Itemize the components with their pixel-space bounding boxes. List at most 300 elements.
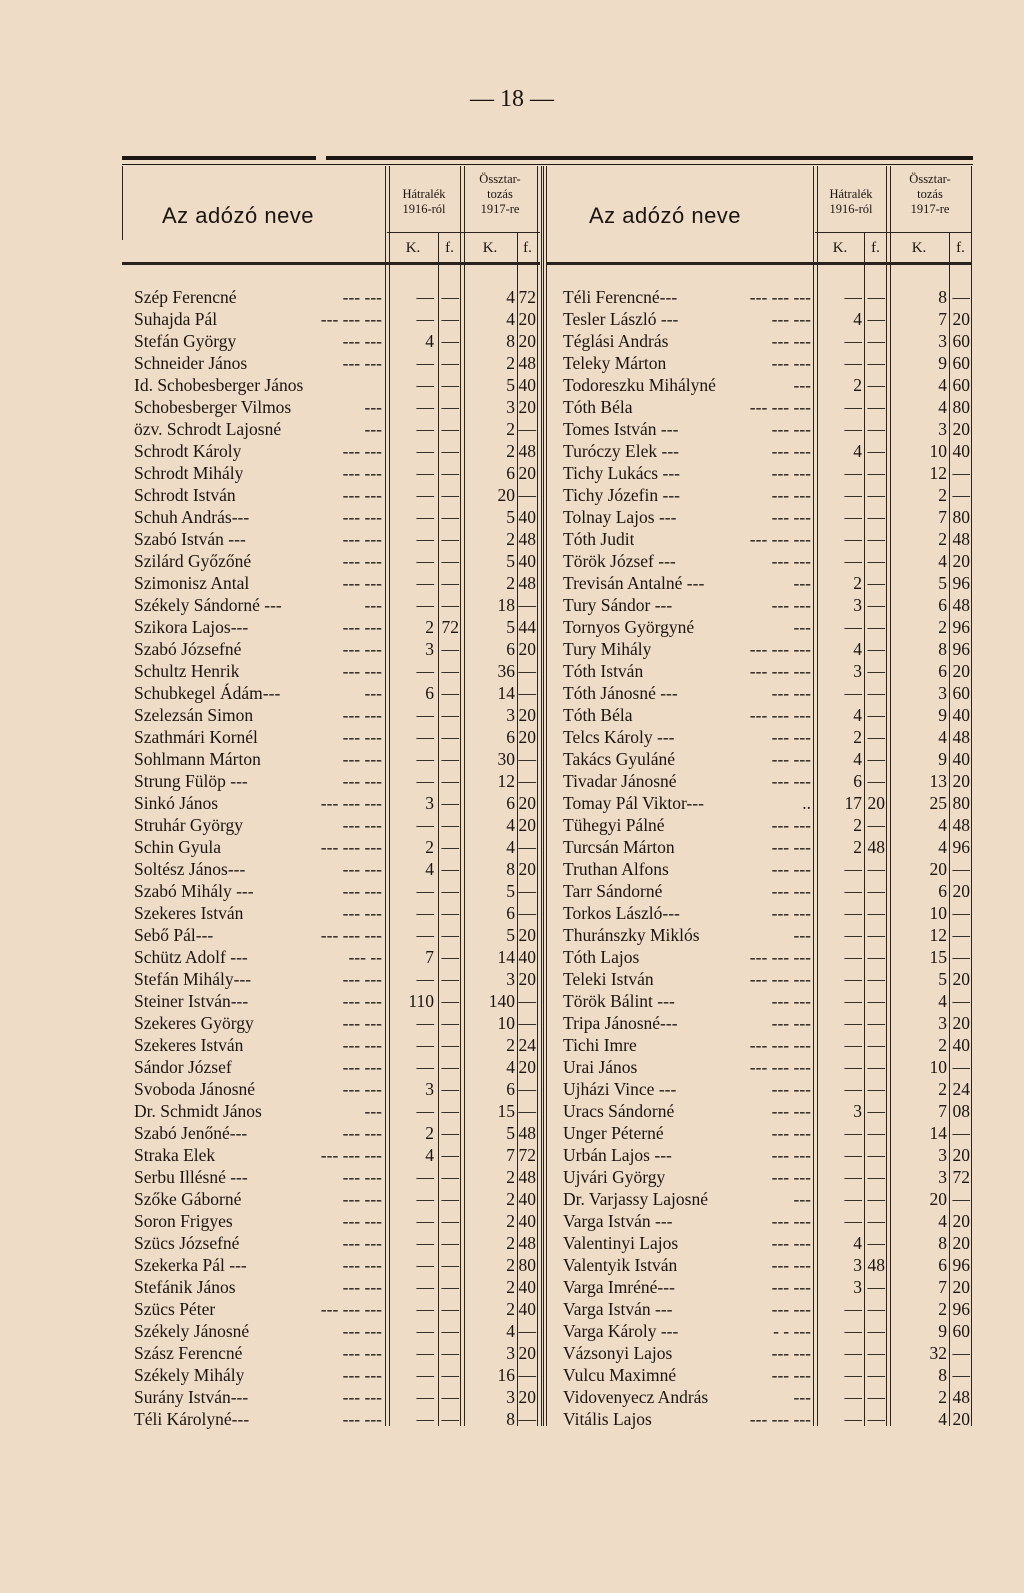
leader-dots: --- --- [342,287,382,307]
total-korona: 3 [506,1387,515,1407]
leader-dots: --- --- [342,705,382,725]
arrears-korona: 4 [425,859,434,879]
left-edge-rule [122,166,123,240]
arrears-filler: — [441,595,459,615]
total-korona: 8 [506,1409,515,1429]
leader-dots: --- --- --- [320,1299,382,1319]
leader-dots: --- --- [342,771,382,791]
total-korona: 14 [497,683,515,703]
leader-dots: --- --- [771,683,811,703]
total-filler: 40 [518,507,536,527]
leader-dots: --- --- [342,1277,382,1297]
total-korona: 4 [506,309,515,329]
arrears-filler: — [867,331,885,351]
table-row [122,1408,542,1430]
arrears-filler: — [441,1365,459,1385]
arrears-filler: — [867,1057,885,1077]
leader-dots: --- --- --- [320,925,382,945]
table-row [122,1298,542,1320]
arrears-filler: — [441,683,459,703]
total-filler: 08 [952,1101,970,1121]
taxpayer-name: Tichy Józefin --- [563,485,680,505]
arrears-korona: — [844,331,862,351]
leader-dots: --- --- --- [320,309,382,329]
leader-dots: --- [793,1189,811,1209]
leader-dots: --- --- [342,881,382,901]
total-korona: 2 [938,485,947,505]
total-korona: 3 [938,683,947,703]
right-header-bottom-rule [547,262,972,265]
total-korona: 2 [506,1233,515,1253]
table-row [543,462,975,484]
leader-dots: --- --- [771,463,811,483]
arrears-filler: — [867,507,885,527]
arrears-korona: — [844,969,862,989]
arrears-filler: — [867,815,885,835]
total-korona: 3 [938,331,947,351]
total-filler: 80 [952,397,970,417]
total-korona: 9 [938,1321,947,1341]
total-filler: 60 [952,331,970,351]
total-korona: 32 [929,1343,947,1363]
arrears-filler: — [441,1035,459,1055]
total-filler: 80 [952,507,970,527]
total-filler: 40 [952,441,970,461]
arrears-label-1: Hátralék [829,187,873,201]
arrears-filler: — [867,419,885,439]
arrears-korona: 4 [425,1145,434,1165]
total-korona: 3 [938,1013,947,1033]
total-filler: 40 [518,1299,536,1319]
leader-dots: --- --- [342,661,382,681]
total-korona: 4 [938,551,947,571]
total-filler: — [518,485,536,505]
arrears-korona: 3 [425,793,434,813]
leader-dots: --- --- [342,1079,382,1099]
total-label-2: tozás [487,187,513,201]
table-row [122,748,542,770]
total-korona: 36 [497,661,515,681]
taxpayer-name: Urbán Lajos --- [563,1145,672,1165]
right-unit-f-arrears: f. [871,240,880,256]
leader-dots: --- --- --- [749,1035,811,1055]
arrears-korona: — [416,1299,434,1319]
arrears-korona: 4 [853,639,862,659]
right-header-name: Az adózó neve [589,203,742,228]
total-filler: — [952,859,970,879]
taxpayer-name: Szabó Józsefné [134,639,242,659]
total-korona: 10 [497,1013,515,1033]
leader-dots: --- --- --- [749,1057,811,1077]
arrears-korona: — [844,925,862,945]
arrears-korona: 3 [853,1101,862,1121]
total-korona: 8 [938,287,947,307]
total-filler: 20 [518,1387,536,1407]
total-korona: 2 [506,1035,515,1055]
total-filler: 96 [952,639,970,659]
total-korona: 2 [938,1079,947,1099]
table-row [122,1078,542,1100]
leader-dots: --- --- [771,1013,811,1033]
taxpayer-name: Serbu Illésné --- [134,1167,248,1187]
leader-dots: --- --- [771,1299,811,1319]
taxpayer-name: Struhár György [134,815,244,835]
total-korona: 5 [506,617,515,637]
arrears-korona: — [416,1387,434,1407]
total-filler: 20 [518,727,536,747]
leader-dots: --- --- [771,551,811,571]
arrears-korona: 4 [853,441,862,461]
arrears-korona: — [844,1167,862,1187]
table-row [543,1386,975,1408]
taxpayer-name: Téli Károlyné--- [134,1409,250,1429]
taxpayer-name: Szikora Lajos--- [134,617,249,637]
leader-dots: --- --- [771,859,811,879]
arrears-korona: — [416,463,434,483]
arrears-filler: — [867,1277,885,1297]
table-row [543,440,975,462]
taxpayer-name: Szelezsán Simon [134,705,254,725]
total-korona: 4 [506,837,515,857]
total-korona: 5 [938,573,947,593]
total-korona: 4 [938,815,947,835]
total-filler: — [518,419,536,439]
total-filler: 40 [518,1211,536,1231]
arrears-filler: — [441,529,459,549]
taxpayer-name: Dr. Varjassy Lajosné [563,1189,708,1209]
leader-dots: --- --- [342,903,382,923]
total-korona: 5 [506,375,515,395]
taxpayer-name: Takács Gyuláné [563,749,675,769]
leader-dots: - - --- [773,1321,811,1341]
leader-dots: --- --- [342,1057,382,1077]
leader-dots: --- [793,573,811,593]
total-filler: 20 [952,1409,970,1429]
total-korona: 14 [497,947,515,967]
total-filler: — [518,881,536,901]
arrears-filler: — [441,441,459,461]
total-korona: 9 [938,353,947,373]
table-row [543,1012,975,1034]
leader-dots: --- --- [342,859,382,879]
arrears-korona: — [416,375,434,395]
leader-dots: --- --- --- [749,705,811,725]
arrears-filler: — [441,573,459,593]
table-row [543,374,975,396]
table-row [122,506,542,528]
total-korona: 16 [497,1365,515,1385]
arrears-filler: — [441,1233,459,1253]
total-filler: — [518,1321,536,1341]
taxpayer-name: Szekeres István [134,903,244,923]
arrears-korona: — [416,1343,434,1363]
table-row [122,528,542,550]
taxpayer-name: Teleki István [563,969,654,989]
table-row [543,1232,975,1254]
leader-dots: --- --- --- [749,639,811,659]
total-filler: 48 [518,1167,536,1187]
right-table [543,166,975,1429]
total-filler: 72 [518,287,536,307]
left-table [122,166,542,1429]
leader-dots: --- --- [342,1123,382,1143]
table-row [543,308,975,330]
arrears-korona: 3 [853,1277,862,1297]
total-korona: 6 [938,595,947,615]
arrears-korona: — [844,1013,862,1033]
taxpayer-name: Valentyik István [563,1255,678,1275]
total-korona: 4 [938,1409,947,1429]
total-filler: 40 [952,1035,970,1055]
top-rule-left [122,156,316,160]
total-filler: 24 [952,1079,970,1099]
arrears-korona: — [416,1233,434,1253]
leader-dots: --- --- [771,1233,811,1253]
arrears-korona: — [844,1365,862,1385]
leader-dots: --- --- [771,419,811,439]
leader-dots: --- --- [342,1343,382,1363]
total-label-3: 1917-re [480,202,520,216]
taxpayer-name: Tesler László --- [563,309,679,329]
total-korona: 18 [497,595,515,615]
arrears-korona: — [844,859,862,879]
table-row [122,1232,542,1254]
leader-dots: --- --- [771,991,811,1011]
taxpayer-name: Torkos László--- [563,903,680,923]
leader-dots: --- --- [771,1167,811,1187]
taxpayer-name: Teleky Márton [563,353,667,373]
table-row [122,286,542,308]
total-filler: — [952,903,970,923]
taxpayer-name: Vázsonyi Lajos [563,1343,673,1363]
total-filler: 48 [518,529,536,549]
total-filler: — [518,837,536,857]
table-row [543,748,975,770]
taxpayer-name: Tóth Judit [563,529,635,549]
table-row [543,836,975,858]
arrears-korona: — [416,1101,434,1121]
leader-dots: --- --- [342,1387,382,1407]
arrears-filler: — [867,969,885,989]
total-filler: 40 [518,551,536,571]
arrears-korona: — [416,903,434,923]
left-header-unit-rule [387,232,540,233]
total-korona: 3 [506,397,515,417]
total-filler: 40 [518,1277,536,1297]
taxpayer-name: Tühegyi Pálné [563,815,665,835]
arrears-korona: — [844,1343,862,1363]
arrears-korona: — [416,551,434,571]
left-header-total [463,172,537,217]
arrears-korona: — [844,1057,862,1077]
table-row [543,726,975,748]
leader-dots: --- --- [342,463,382,483]
taxpayer-name: Tóth Jánosné --- [563,683,678,703]
arrears-filler: — [867,947,885,967]
total-korona: 2 [506,573,515,593]
taxpayer-name: Sohlmann Márton [134,749,261,769]
arrears-filler: — [867,1101,885,1121]
total-filler: 40 [952,705,970,725]
total-filler: 20 [952,1211,970,1231]
leader-dots: --- --- [342,749,382,769]
taxpayer-name: Sándor József [134,1057,232,1077]
arrears-korona: — [416,1255,434,1275]
arrears-korona: — [416,353,434,373]
table-row [543,1210,975,1232]
taxpayer-name: Thuránszky Miklós [563,925,700,945]
taxpayer-name: Schrodt Mihály [134,463,244,483]
leader-dots: --- --- [342,1321,382,1341]
arrears-label-2: 1916-ról [829,202,873,216]
leader-dots: --- [364,683,382,703]
arrears-korona: — [416,705,434,725]
taxpayer-name: Soron Frigyes [134,1211,233,1231]
arrears-filler: — [867,617,885,637]
leader-dots: --- --- [342,485,382,505]
arrears-filler: — [867,1299,885,1319]
taxpayer-name: Tichy Lukács --- [563,463,680,483]
table-row [122,814,542,836]
arrears-korona: — [844,1321,862,1341]
arrears-label-2: 1916-ról [402,202,446,216]
total-korona: 140 [488,991,515,1011]
taxpayer-name: Vidovenyecz András [563,1387,709,1407]
total-korona: 7 [938,507,947,527]
table-row [543,572,975,594]
arrears-korona: — [844,1387,862,1407]
leader-dots: --- --- [342,551,382,571]
arrears-korona: — [844,1409,862,1429]
total-filler: 20 [952,661,970,681]
table-row [122,880,542,902]
top-rule-right [326,156,973,160]
arrears-filler: — [441,925,459,945]
taxpayer-name: Tomes István --- [563,419,679,439]
total-filler: 80 [952,793,970,813]
arrears-filler: — [867,925,885,945]
taxpayer-name: Tolnay Lajos --- [563,507,677,527]
table-row [543,1276,975,1298]
total-korona: 5 [506,881,515,901]
arrears-korona: 2 [853,837,862,857]
table-row [543,902,975,924]
taxpayer-name: Szekeres György [134,1013,254,1033]
taxpayer-name: Vulcu Maximné [563,1365,677,1385]
arrears-korona: 4 [853,1233,862,1253]
arrears-filler: — [441,1013,459,1033]
arrears-korona: — [416,573,434,593]
arrears-filler: — [867,683,885,703]
taxpayer-name: Székely Mihály [134,1365,245,1385]
arrears-filler: — [867,551,885,571]
total-filler: — [952,925,970,945]
arrears-korona: 7 [425,947,434,967]
arrears-filler: — [867,661,885,681]
total-korona: 20 [497,485,515,505]
right-header-unit-rule [815,232,971,233]
leader-dots: --- --- [771,507,811,527]
leader-dots: --- --- [771,1255,811,1275]
arrears-filler: — [441,793,459,813]
arrears-filler: — [441,815,459,835]
total-korona: 7 [938,1277,947,1297]
taxpayer-name: Tivadar Jánosné [563,771,677,791]
arrears-filler: — [867,485,885,505]
table-row [543,1342,975,1364]
arrears-korona: 3 [853,661,862,681]
arrears-filler: — [867,397,885,417]
taxpayer-name: Stefánik János [134,1277,236,1297]
taxpayer-name: Schuh András--- [134,507,250,527]
total-korona: 5 [506,551,515,571]
leader-dots: --- --- [771,595,811,615]
arrears-korona: — [416,815,434,835]
total-korona: 2 [938,1299,947,1319]
taxpayer-name: Török József --- [563,551,676,571]
total-korona: 4 [506,815,515,835]
total-filler: 48 [952,815,970,835]
total-korona: 2 [938,617,947,637]
total-filler: — [952,1343,970,1363]
table-row [543,858,975,880]
total-korona: 4 [938,375,947,395]
total-label-2: tozás [917,187,943,201]
table-row [122,484,542,506]
total-korona: 7 [938,309,947,329]
total-filler: — [518,1101,536,1121]
total-filler: 80 [518,1255,536,1275]
taxpayer-name: Straka Elek [134,1145,216,1165]
leader-dots: --- --- [771,1145,811,1165]
total-korona: 6 [506,1079,515,1099]
arrears-filler: — [441,947,459,967]
total-korona: 3 [506,705,515,725]
total-korona: 6 [506,727,515,747]
table-row [543,330,975,352]
table-row [122,946,542,968]
arrears-korona: 4 [853,749,862,769]
table-row [122,1100,542,1122]
leader-dots: .. [802,793,811,813]
total-filler: 48 [518,1123,536,1143]
taxpayer-name: Tornyos Györgyné [563,617,695,637]
total-filler: — [952,947,970,967]
taxpayer-name: Steiner István--- [134,991,249,1011]
leader-dots: --- --- [771,727,811,747]
arrears-filler: — [867,1123,885,1143]
arrears-filler: — [867,1145,885,1165]
left-header-name: Az adózó neve [162,203,315,228]
total-korona: 2 [938,1035,947,1055]
arrears-filler: — [867,353,885,373]
total-korona: 4 [938,397,947,417]
leader-dots: --- --- [771,353,811,373]
total-korona: 7 [938,1101,947,1121]
table-row [122,836,542,858]
arrears-filler: — [867,749,885,769]
table-row [122,660,542,682]
total-filler: 20 [952,1013,970,1033]
table-row [543,1100,975,1122]
leader-dots: --- --- [342,507,382,527]
leader-dots: --- --- [771,881,811,901]
leader-dots: --- --- [771,441,811,461]
leader-dots: --- --- [771,1123,811,1143]
total-korona: 2 [506,353,515,373]
total-korona: 4 [938,727,947,747]
arrears-korona: — [416,287,434,307]
